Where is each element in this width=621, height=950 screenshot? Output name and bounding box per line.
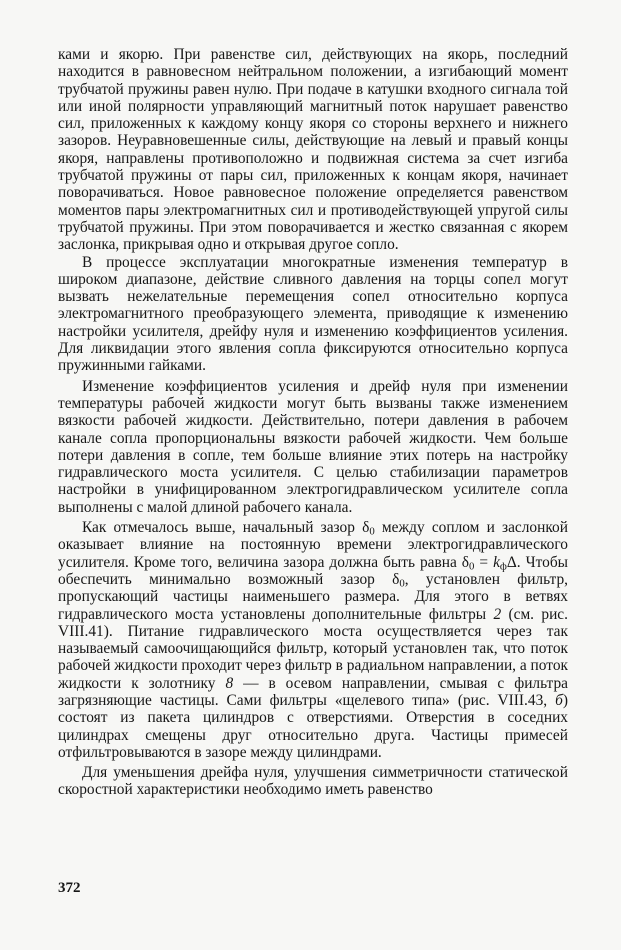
paragraph-5: Для уменьшения дрейфа нуля, улучшения симметричности статической скоростной характеристики необходимо иметь равенство [58, 764, 568, 799]
text-run: между соплом и заслонкой оказывает влияние на постоянную времени электрогидравлического усилителя. Кроме того, величина зазора должна быть равна δ [58, 519, 568, 571]
paragraph-2: В процессе эксплуатации многократные изменения температур в широком диапазоне, действие сливного давления на торцы сопел могут вызвать нежелательные перемещения сопел относительно корпуса электромагнитного преобразующего элемента, приводящие к изменению настройки усилителя, дрейфу нуля и изменению коэффициентов усиления. Для ликвидации этого явления сопла фиксируются относительно корпуса пружинными гайками. [58, 253, 568, 375]
page-number: 372 [58, 880, 81, 896]
text-run: — в осевом направлении, смывая с фильтра загрязняющие частицы. Сами фильтры «щелевого типа» (рис. VIII.43, [58, 674, 568, 709]
text-run: Как отмечалось выше, начальный зазор δ [82, 519, 370, 537]
subscript: ф [499, 560, 507, 573]
text-run: (см. рис. VIII.41). Питание гидравлического моста осуществляется через так называемый самоочищающийся фильтр, который установлен так, что поток рабочей жидкости проходит через фильтр в радиальном направлении, а поток жидкости к золотнику [58, 605, 568, 692]
text-run: , установлен фильтр, пропускающий частицы наименьшего размера. Для этого в ветвях гидравлического моста установлены дополнительные фильтры [58, 570, 569, 623]
text-run: ) состоят из пакета цилиндров с отверстиями. Отверстия в соседних цилиндрах смещены друг относительно друга. Частицы примесей отфильтровываются в зазоре между цилиндрами. [58, 691, 568, 761]
subscript: 0 [469, 560, 475, 573]
figure-ref: б [555, 691, 563, 709]
text-run: Δ. Чтобы обеспечить минимально возможный зазор δ [58, 553, 568, 588]
subscript: 0 [369, 525, 375, 538]
text-run: = [474, 553, 494, 571]
paragraph-3: Изменение коэффициентов усиления и дрейф нуля при изменении температуры рабочей жидкости могут быть вызваны также изменением вязкости рабочей жидкости. Действительно, потери давления в рабочем канале сопла пропорциональны вязкости рабочей жидкости. Чем больше потери давления в сопле, тем больше влияние этих потерь на настройку гидравлического моста усилителя. С целью стабилизации параметров настройки в унифицированном электрогидравлическом усилителе сопла выполнены с малой длиной рабочего канала. [58, 377, 568, 516]
paragraph-1: ками и якорю. При равенстве сил, действующих на якорь, последний находится в равновесном нейтральном положении, а изгибающий момент трубчатой пружины равен нулю. При подаче в катушки входного сигнала той или иной полярности управляющий магнитный поток нарушает равенство сил, приложенных к каждому концу якоря со стороны верхнего и нижнего зазоров. Неуравновешенные силы, действующие на левый и правый концы якоря, направлены противоположно и подвижная система за счет изгиба трубчатой пружины от пары сил, приложенных к концам якоря, начинает поворачиваться. Новое равновесное положение определяется равенством моментов пары электромагнитных сил и противодействующей упругой силы трубчатой пружины. При этом поворачивается и жестко связанная с якорем заслонка, прикрывая одно и открывая другое сопло. [58, 46, 568, 254]
page-text [58, 46, 568, 799]
figure-ref: 8 [225, 674, 234, 692]
subscript: 0 [399, 577, 405, 590]
figure-ref: 2 [493, 605, 502, 623]
paragraph-4 [58, 519, 568, 761]
formula-variable: k [493, 553, 500, 571]
